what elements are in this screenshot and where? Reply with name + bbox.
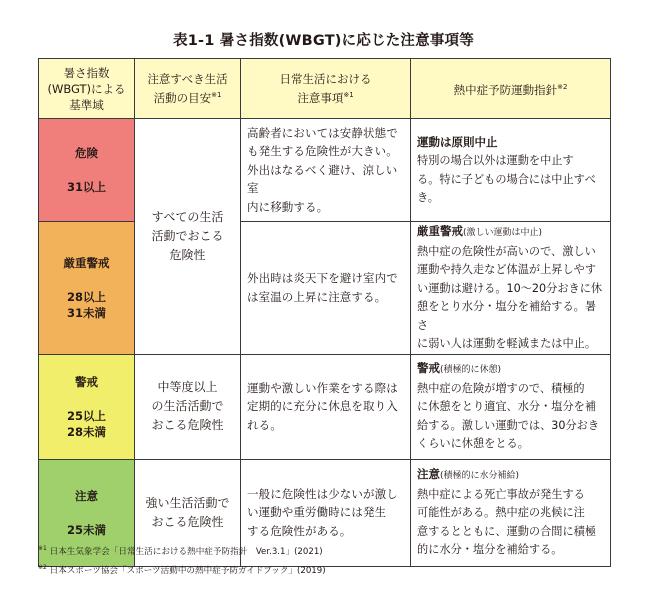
footnote-1: $^{※1}$ 日本生気象学会「日常生活における熱中症予防指針 Ver.3.1」(2021)	[38, 545, 323, 557]
level-severe-warning: 厳重警戒 28以上 31未満	[39, 222, 135, 355]
daily-cell-caution: 一般に危険性は少ないが激し い運動や重労働時には発生 する危険性がある。	[241, 459, 411, 566]
daily-cell-danger: 高齢者においては安静状態で も発生する危険性が大きい。 外出はなるべく避け、涼しい室 内に移動する。	[241, 119, 411, 222]
footnote-ref: ※1	[343, 91, 354, 100]
level-warning: 警戒 25以上 28未満	[39, 354, 135, 459]
header-row	[39, 59, 611, 119]
table-row-warning	[39, 354, 611, 459]
purpose-cell-all: すべての生活 活動でおこる 危険性	[135, 119, 241, 355]
guide-cell-severe: 厳重警戒(激しい運動は中止) 熱中症の危険性が高いので、激しい 運動や持久走など体温が上昇しやす い運動は避ける。10～20分おきに休 憩をとり水分・塩分を補給する。暑さ に弱い人は運動を軽減または中止。	[411, 222, 611, 355]
wbgt-table	[38, 58, 611, 567]
purpose-cell-strong: 強い生活活動で おこる危険性	[135, 459, 241, 566]
header-daily: 日常生活における 注意事項$^{※1}$	[241, 59, 411, 119]
footnote-ref: ※1	[211, 91, 222, 100]
purpose-cell-moderate: 中等度以上 の生活活動で おこる危険性	[135, 354, 241, 459]
footnote-2: $^{※2}$ 日本スポーツ協会「スポーツ活動中の熱中症予防ガイドブック」(2019)	[38, 563, 326, 576]
guide-cell-danger: 運動は原則中止 特別の場合以外は運動を中止す る。特に子どもの場合には中止すべ き。	[411, 119, 611, 222]
level-danger: 危険 31以上	[39, 119, 135, 222]
daily-cell-severe: 外出時は炎天下を避け室内で は室温の上昇に注意する。	[241, 222, 411, 355]
footnote-ref: ※2	[557, 83, 568, 92]
header-purpose: 注意すべき生活 活動の目安$^{※1}$	[135, 59, 241, 119]
table-row-danger	[39, 119, 611, 222]
table-title: 表1-1 暑さ指数(WBGT)に応じた注意事項等	[173, 33, 474, 49]
daily-cell-warning: 運動や激しい作業をする際は 定期的に充分に休息を取り入 れる。	[241, 354, 411, 459]
header-level: 暑さ指数 (WBGT)による 基準域	[39, 59, 135, 119]
table-row-severe	[39, 222, 611, 355]
footnotes	[38, 541, 326, 579]
header-guide: 熱中症予防運動指針$^{※2}$	[411, 59, 611, 119]
level-caution: 注意 25未満	[39, 459, 135, 566]
guide-cell-warning: 警戒(積極的に休憩) 熱中症の危険が増すので、積極的 に休憩をとり適宜、水分・塩分を補 給する。激しい運動では、30分おき くらいに休憩をとる。	[411, 354, 611, 459]
guide-cell-caution: 注意(積極的に水分補給) 熱中症による死亡事故が発生する 可能性がある。熱中症の兆候に注 意するとともに、運動の合間に積極 的に水分・塩分を補給する。	[411, 459, 611, 566]
